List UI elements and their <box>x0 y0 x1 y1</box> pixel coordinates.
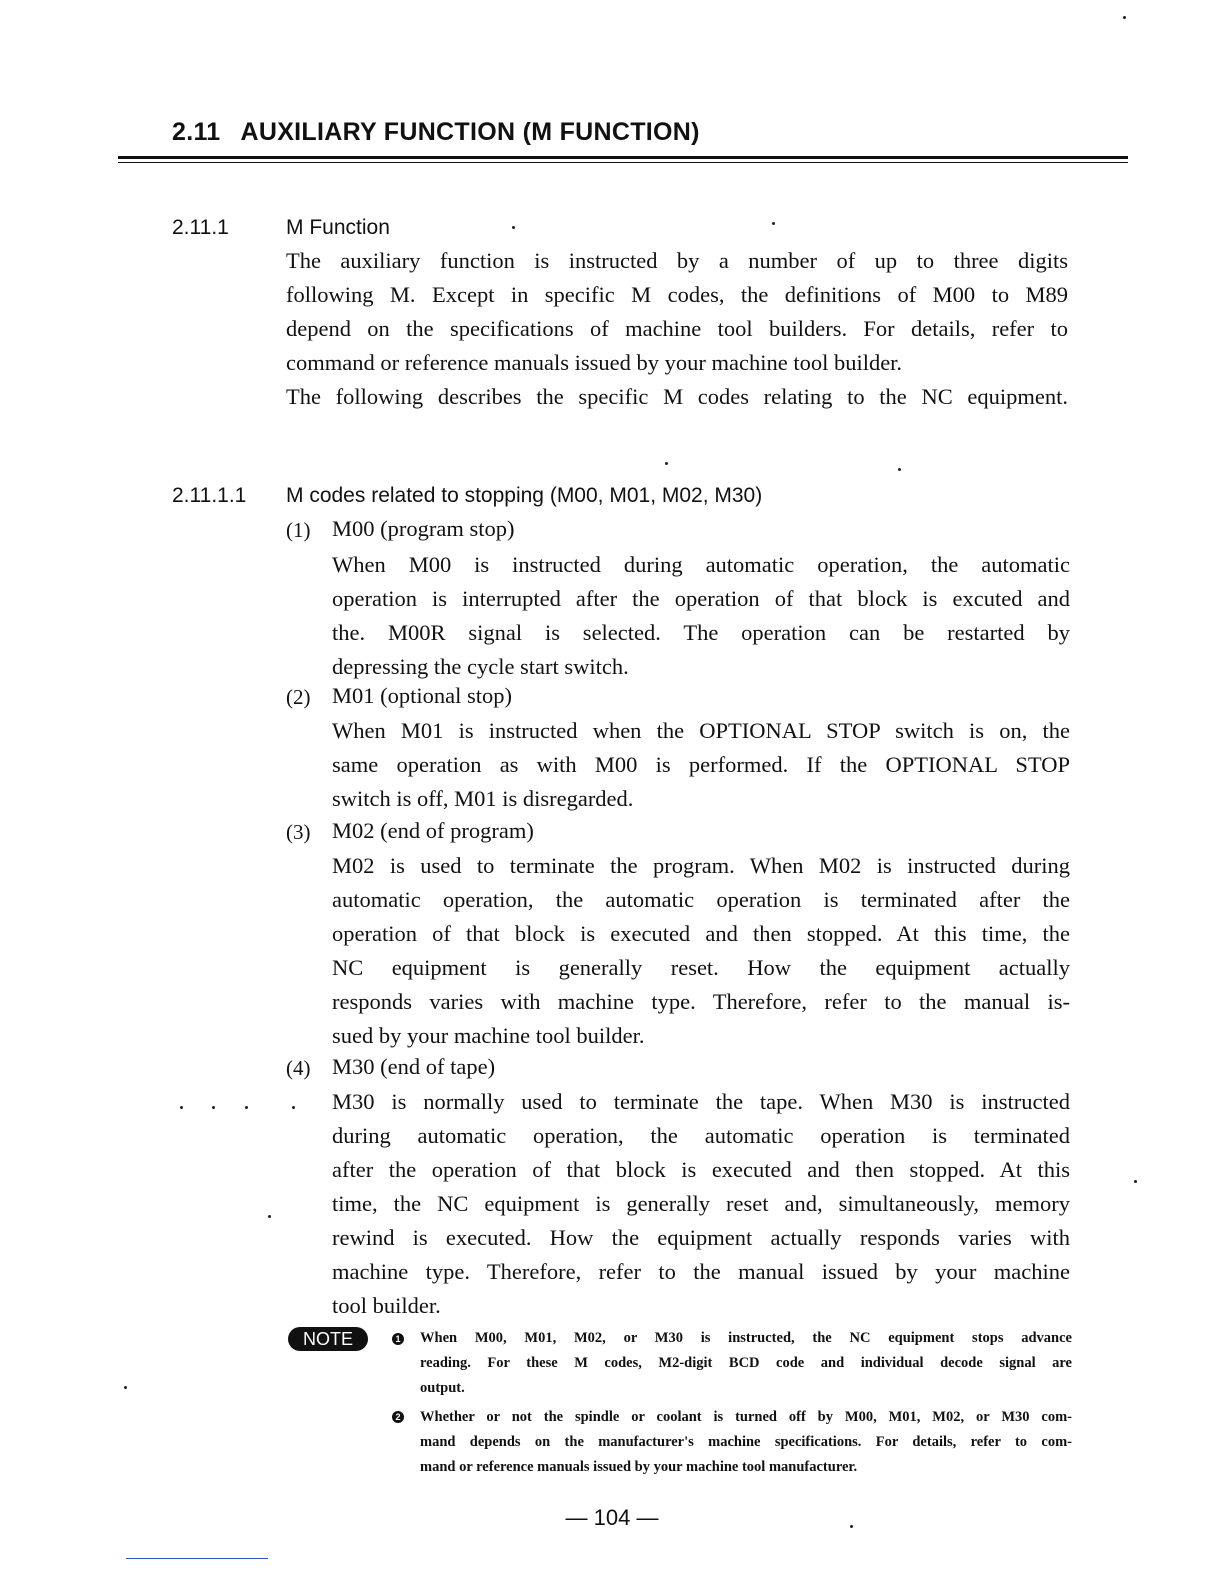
scan-speck <box>850 1525 853 1528</box>
scan-speck <box>665 462 668 465</box>
body-line: during automatic operation, the automatic operation is terminated <box>332 1123 1070 1148</box>
section-title-text: AUXILIARY FUNCTION (M FUNCTION) <box>240 118 700 146</box>
note-line: Whether or not the spindle or coolant is turned off by M00, M01, M02, or M30 com- <box>420 1409 1072 1425</box>
body-line: the. M00R signal is selected. The operation can be restarted by <box>332 620 1070 645</box>
section-title <box>172 118 700 147</box>
note-line: When M00, M01, M02, or M30 is instructed, the NC equipment stops advance <box>420 1330 1072 1346</box>
subsection-heading: M Function <box>286 216 390 239</box>
scan-speck <box>898 468 901 471</box>
body-line: operation is interrupted after the operation of that block is excuted and <box>332 586 1070 611</box>
body-line: automatic operation, the automatic operation is terminated after the <box>332 887 1070 912</box>
title-rule-thick <box>118 156 1128 159</box>
scan-speck <box>180 1106 183 1109</box>
subsection-body <box>286 244 1068 414</box>
body-line: M30 is normally used to terminate the tape. When M30 is instructed <box>332 1089 1070 1114</box>
item-heading: M02 (end of program) <box>332 818 534 843</box>
body-line: depend on the specifications of machine tool builders. For details, refer to <box>286 316 1068 341</box>
note-item <box>420 1326 1072 1401</box>
scan-speck <box>1134 1180 1137 1183</box>
title-rule-thin <box>118 162 1128 163</box>
body-line: NC equipment is generally reset. How the equipment actually <box>332 955 1070 980</box>
scan-speck <box>512 226 515 229</box>
item-heading: M00 (program stop) <box>332 516 515 541</box>
body-line: tool builder. <box>332 1293 441 1318</box>
subsubsection-heading: M codes related to stopping (M00, M01, M02, M30) <box>286 484 763 507</box>
item-number: (2) <box>286 685 311 709</box>
item-number: (3) <box>286 820 311 844</box>
note-line: reading. For these M codes, M2-digit BCD code and individual decode signal are <box>420 1355 1072 1371</box>
note-item <box>420 1405 1072 1480</box>
scan-speck <box>268 1215 271 1218</box>
page-number: — 104 — <box>565 1505 659 1530</box>
item-body <box>332 849 1070 1053</box>
body-line: after the operation of that block is executed and then stopped. At this <box>332 1157 1070 1182</box>
note-line: mand depends on the manufacturer's machine specifications. For details, refer to com- <box>420 1434 1072 1450</box>
subsection-number: 2.11.1 <box>172 216 229 239</box>
body-line: same operation as with M00 is performed. If the OPTIONAL STOP <box>332 752 1070 777</box>
note-line: output. <box>420 1380 465 1396</box>
body-line: rewind is executed. How the equipment actually responds varies with <box>332 1225 1070 1250</box>
scan-speck <box>212 1106 215 1109</box>
note-line: mand or reference manuals issued by your machine tool manufacturer. <box>420 1459 858 1475</box>
scan-speck <box>292 1106 295 1109</box>
scan-speck <box>772 222 775 225</box>
body-line: The following describes the specific M codes relating to the NC equipment. <box>286 384 1068 409</box>
note-badge: NOTE <box>288 1327 368 1351</box>
item-heading: M01 (optional stop) <box>332 683 512 708</box>
body-line: When M00 is instructed during automatic operation, the automatic <box>332 552 1070 577</box>
note-bullet-icon: 1 <box>392 1333 404 1345</box>
body-line: responds varies with machine type. Therefore, refer to the manual is- <box>332 989 1070 1014</box>
item-body <box>332 548 1070 684</box>
body-line: switch is off, M01 is disregarded. <box>332 786 634 811</box>
item-number: (4) <box>286 1056 311 1080</box>
body-line: command or reference manuals issued by your machine tool builder. <box>286 350 903 375</box>
body-line: When M01 is instructed when the OPTIONAL STOP switch is on, the <box>332 718 1070 743</box>
note-bullet-icon: 2 <box>392 1411 404 1423</box>
bottom-edge-rule <box>126 1558 268 1559</box>
subsubsection-number: 2.11.1.1 <box>172 484 247 507</box>
body-line: M02 is used to terminate the program. When M02 is instructed during <box>332 853 1070 878</box>
body-line: depressing the cycle start switch. <box>332 654 629 679</box>
item-body <box>332 714 1070 816</box>
section-number: 2.11 <box>172 118 221 146</box>
body-line: sued by your machine tool builder. <box>332 1023 645 1048</box>
body-line: operation of that block is executed and then stopped. At this time, the <box>332 921 1070 946</box>
scan-speck <box>1123 16 1126 19</box>
item-body <box>332 1085 1070 1323</box>
scan-speck <box>124 1386 127 1389</box>
scan-speck <box>245 1106 248 1109</box>
body-line: time, the NC equipment is generally reset and, simultaneously, memory <box>332 1191 1070 1216</box>
body-line: machine type. Therefore, refer to the manual issued by your machine <box>332 1259 1070 1284</box>
item-number: (1) <box>286 518 311 542</box>
item-heading: M30 (end of tape) <box>332 1054 496 1079</box>
body-line: The auxiliary function is instructed by a number of up to three digits <box>286 248 1068 273</box>
body-line: following M. Except in specific M codes, the definitions of M00 to M89 <box>286 282 1068 307</box>
